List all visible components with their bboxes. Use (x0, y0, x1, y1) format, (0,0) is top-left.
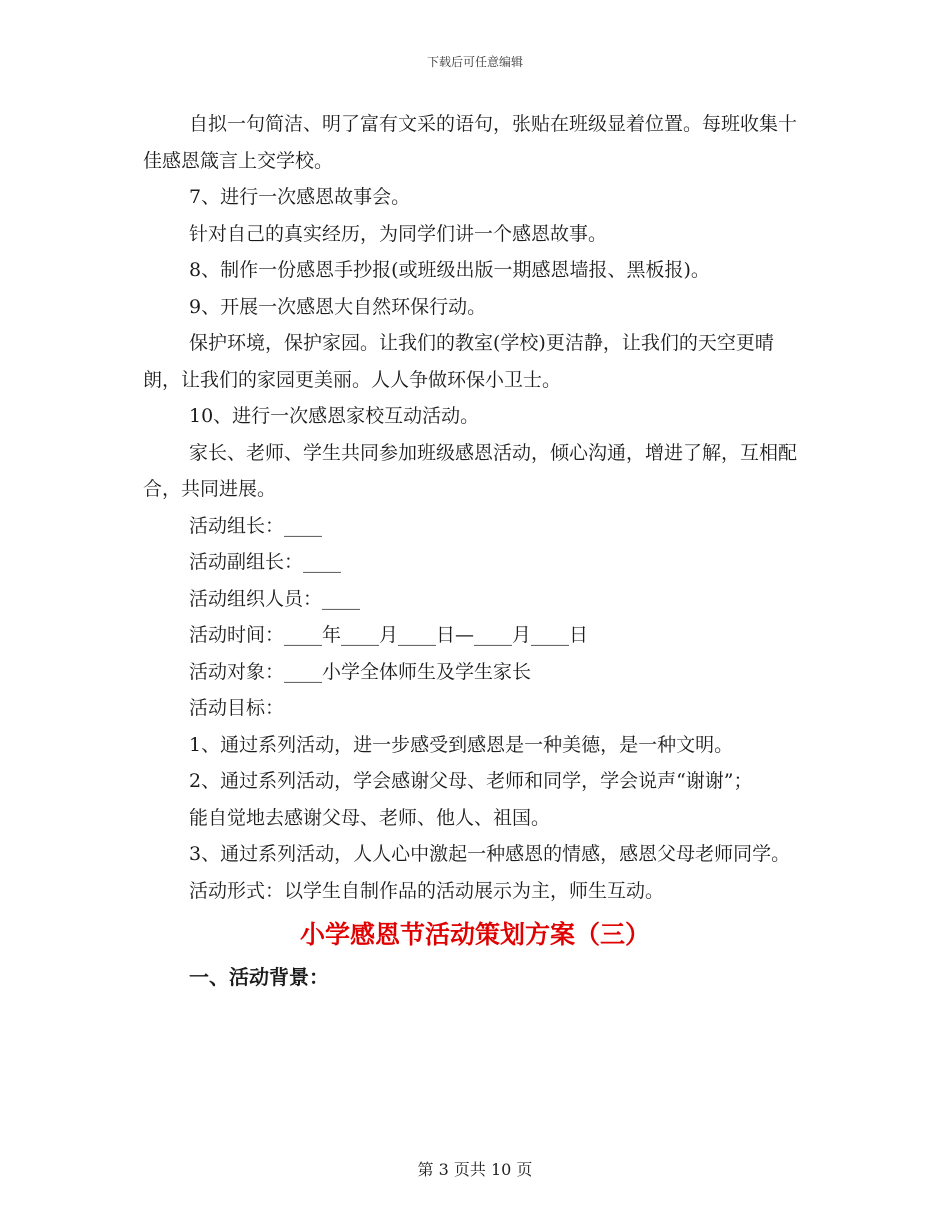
paragraph: 自拟一句简洁、明了富有文采的语句，张贴在班级显着位置。每班收集十佳感恩箴言上交学校。 (143, 113, 798, 172)
field-organizers: 活动组织人员：____ (189, 587, 361, 610)
paragraph: 2、通过系列活动，学会感谢父母、老师和同学，学会说声“谢谢”； (189, 770, 753, 792)
paragraph: 针对自己的真实经历，为同学们讲一个感恩故事。 (189, 222, 608, 245)
page-footer: 第 3 页共 10 页 (417, 1160, 533, 1179)
document-body (143, 106, 807, 996)
field-time: 活动时间：____年____月____日—____月____日 (189, 624, 589, 646)
section-heading: 一、活动背景： (189, 965, 329, 989)
field-deputy-leader: 活动副组长：____ (189, 551, 342, 573)
paragraph: 家长、老师、学生共同参加班级感恩活动，倾心沟通，增进了解，互相配合，共同进展。 (143, 441, 798, 500)
page-header: 下载后可任意编辑 (426, 55, 523, 69)
field-audience: 活动对象：____小学全体师生及学生家长 (189, 660, 532, 683)
paragraph: 能自觉地去感谢父母、老师、他人、祖国。 (189, 806, 551, 829)
paragraph: 8、制作一份感恩手抄报(或班级出版一期感恩墙报、黑板报)。 (189, 259, 710, 281)
paragraph: 活动目标： (189, 697, 285, 719)
paragraph: 保护环境，保护家园。让我们的教室(学校)更洁静，让我们的天空更晴朗，让我们的家园更美丽。人人争做环保小卫士。 (143, 332, 774, 391)
paragraph: 7、进行一次感恩故事会。 (189, 186, 411, 208)
paragraph: 1、通过系列活动，进一步感受到感恩是一种美德，是一种文明。 (189, 733, 734, 756)
paragraph: 3、通过系列活动，人人心中激起一种感恩的情感，感恩父母老师同学。 (189, 843, 791, 865)
field-leader: 活动组长：____ (189, 514, 323, 537)
paragraph: 9、开展一次感恩大自然环保行动。 (189, 295, 487, 318)
section-title: 小学感恩节活动策划方案（三） (299, 920, 650, 949)
paragraph: 活动形式：以学生自制作品的活动展示为主，师生互动。 (189, 879, 665, 902)
paragraph: 10、进行一次感恩家校互动活动。 (189, 405, 480, 427)
